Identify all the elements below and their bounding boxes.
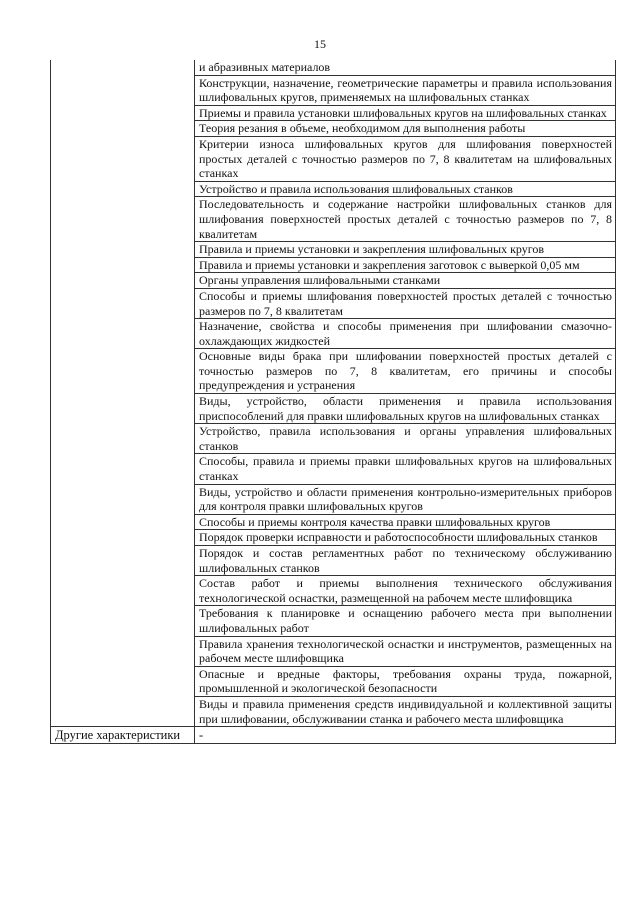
other-characteristics-value: - xyxy=(195,727,616,744)
table-cell: Устройство, правила использования и органы управления шлифовальных станков xyxy=(195,424,616,454)
other-characteristics-label: Другие характеристики xyxy=(51,727,195,744)
table-cell: Способы, правила и приемы правки шлифовальных кругов на шлифовальных станках xyxy=(195,454,616,484)
table-row xyxy=(51,60,616,75)
table-cell: Критерии износа шлифовальных кругов для шлифования поверхностей простых деталей с точностью размеров по 7, 8 квалитетам на шлифовальных станках xyxy=(195,136,616,181)
table-cell: Основные виды брака при шлифовании поверхностей простых деталей с точностью размеров по 7, 8 квалитетам, его причины и способы предупреждения и устранения xyxy=(195,349,616,394)
label-cell-empty xyxy=(51,60,195,727)
table-cell: Требования к планировке и оснащению рабочего места при выполнении шлифовальных работ xyxy=(195,606,616,636)
table-cell: Конструкции, назначение, геометрические параметры и правила использования шлифовальных кругов, применяемых на шлифовальных станках xyxy=(195,75,616,105)
table-cell: Порядок проверки исправности и работоспособности шлифовальных станков xyxy=(195,530,616,546)
table-cell: Виды, устройство, области применения и правила использования приспособлений для правки шлифовальных кругов на шлифовальных станках xyxy=(195,394,616,424)
table-cell: Органы управления шлифовальными станками xyxy=(195,273,616,289)
table-cell: Правила и приемы установки и закрепления шлифовальных кругов xyxy=(195,242,616,258)
table-cell: Опасные и вредные факторы, требования охраны труда, пожарной, промышленной и экологической безопасности xyxy=(195,666,616,696)
page-number: 15 xyxy=(314,37,326,51)
table-cell: Способы и приемы шлифования поверхностей простых деталей с точностью размеров по 7, 8 квалитетам xyxy=(195,288,616,318)
table-cell: Приемы и правила установки шлифовальных кругов на шлифовальных станках xyxy=(195,105,616,121)
table-cell: Состав работ и приемы выполнения технического обслуживания технологической оснастки, размещенной на рабочем месте шлифовщика xyxy=(195,576,616,606)
table-cell: Устройство и правила использования шлифовальных станков xyxy=(195,181,616,197)
table-cell: Назначение, свойства и способы применения при шлифовании смазочно-охлаждающих жидкостей xyxy=(195,319,616,349)
table-cell: Виды и правила применения средств индивидуальной и коллективной защиты при шлифовании, обслуживании станка и рабочего места шлифовщика xyxy=(195,696,616,726)
knowledge-table xyxy=(50,60,616,744)
table-cell: и абразивных материалов xyxy=(195,60,616,75)
table-cell: Теория резания в объеме, необходимом для выполнения работы xyxy=(195,121,616,137)
table-cell: Виды, устройство и области применения контрольно-измерительных приборов для контроля правки шлифовальных кругов xyxy=(195,484,616,514)
table-cell: Порядок и состав регламентных работ по техническому обслуживанию шлифовальных станков xyxy=(195,546,616,576)
table-cell: Правила и приемы установки и закрепления заготовок с выверкой 0,05 мм xyxy=(195,257,616,273)
table-cell: Последовательность и содержание настройки шлифовальных станков для шлифования поверхностей простых деталей с точностью размеров по 7, 8 квалитетам xyxy=(195,197,616,242)
table-cell: Способы и приемы контроля качества правки шлифовальных кругов xyxy=(195,514,616,530)
table-cell: Правила хранения технологической оснастки и инструментов, размещенных на рабочем месте шлифовщика xyxy=(195,636,616,666)
table-row-other xyxy=(51,727,616,744)
